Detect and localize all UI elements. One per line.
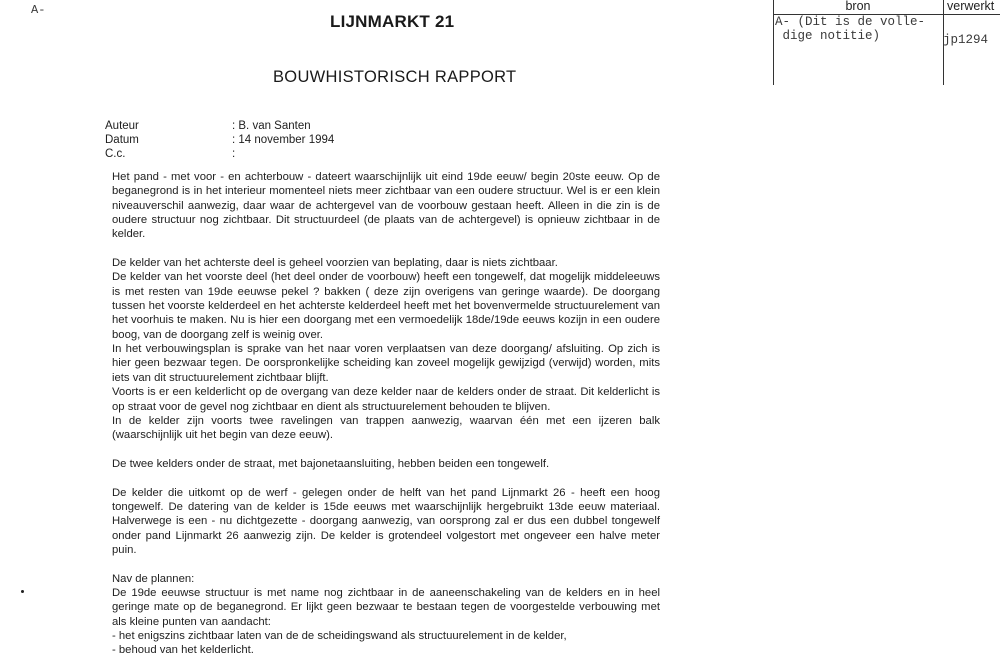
document-meta (105, 119, 334, 161)
meta-row-cc (105, 147, 334, 161)
stamp-header-verwerkt: verwerkt (947, 0, 995, 13)
document-title: LIJNMARKT 21 (330, 12, 455, 31)
document-subtitle: BOUWHISTORISCH RAPPORT (273, 68, 517, 86)
paragraph: Het pand - met voor - en achterbouw - dateert waarschijnlijk uit eind 19de eeuw/ begin 20ste eeuw. Op de beganegrond is in het interieur momenteel niets meer zichtbaar van een oudere structuur. Wel is er een klein niveauverschil aanwezig, daar waar de achtergevel van de voorbouw gestaan heeft. Alleen in die zin is de oudere structuur nog zichtbaar. Dit structuurdeel (de plaats van de achtergevel) is opnieuw zichtbaar in de kelder. (112, 171, 660, 241)
stamp-verwerkt-value: jp1294 (943, 33, 989, 47)
meta-row-author (105, 119, 334, 133)
stamp-bron-value: A- (Dit is de volle- dige notitie) (775, 15, 926, 43)
paragraph-spacer (112, 557, 660, 571)
meta-value: : B. van Santen (232, 120, 311, 132)
paragraph: De twee kelders onder de straat, met bajonetaansluiting, hebben beiden een tongewelf. (112, 457, 550, 470)
paragraph: De kelder van het achterste deel is geheel voorzien van beplating, daar is niets zichtbaar. (112, 257, 558, 270)
paragraph: - behoud van het kelderlicht. (112, 644, 254, 657)
paragraph: In de kelder zijn voorts twee ravelingen van trappen aanwezig, waarvan één met een ijzeren balk (waarschijnlijk uit het begin van deze eeuw). (112, 414, 660, 442)
paragraph: De kelder van het voorste deel (het deel onder de voorbouw) heeft een tongewelf, dat mogelijk middeleeuws is met resten van 19de eeuwse pekel ? bakken ( deze zijn overigens van geringe waarde). De doorgang tussen het voorste kelderdeel en het achterste kelderdeel heeft met het bovenvermelde structuurelement van het voorhuis te maken. Nu is hier een doorgang met een vermoedelijk 18de/19de eeuws kozijn in een oudere boog, van de doorgang zelf is weinig over. (112, 271, 660, 341)
paragraph: Nav de plannen: (112, 572, 195, 585)
meta-label: Auteur (105, 120, 139, 132)
meta-label: Datum (105, 134, 139, 146)
paragraph-spacer (112, 242, 660, 256)
paragraph-spacer (112, 443, 660, 457)
corner-mark: A- (31, 3, 46, 17)
paragraph: De 19de eeuwse structuur is met name nog zichtbaar in de aaneenschakeling van de kelders en in heel geringe mate op de beganegrond. Er lijkt geen bezwaar te bestaan tegen de voorgestelde verbouwing met als kleine punten van aandacht: (112, 586, 660, 628)
meta-row-date (105, 133, 334, 147)
paragraph: De kelder die uitkomt op de werf - gelegen onder de helft van het pand Lijnmarkt 26 - heeft een hoog tongewelf. De datering van de kelder is 15de eeuws met waarschijnlijk hergebruikt 13de eeuw materiaal. Halverwege is een - nu dichtgezette - doorgang aanwezig, van oorsprong zal er dus een dubbel tongewelf onder pand Lijnmarkt 26 aanwezig zijn. De kelder is grotendeel volgestort met ongeveer een halve meter puin. (112, 486, 660, 556)
scan-speck (21, 590, 24, 593)
meta-value: : (232, 148, 236, 160)
paragraph: Voorts is er een kelderlicht op de overgang van deze kelder naar de kelders onder de straat. Dit kelderlicht is op straat voor de gevel nog zichtbaar en dient als structuurelement behouden te blijven. (112, 386, 660, 413)
paragraph: In het verbouwingsplan is sprake van het naar voren verplaatsen van deze doorgang/ afsluiting. Op zich is hier geen bezwaar tegen. De oorspronkelijke scheiding kan zoveel mogelijk gewijzigd (verwijd) worden, mits iets van dit structuurelement zichtbaar blijft. (112, 343, 660, 384)
report-body (112, 170, 660, 658)
archive-stamp-table (773, 0, 1000, 85)
paragraph: - het enigszins zichtbaar laten van de de scheidingswand als structuurelement in de kelder, (112, 630, 567, 642)
paragraph-spacer (112, 471, 660, 485)
meta-value: : 14 november 1994 (232, 134, 335, 146)
meta-label: C.c. (105, 148, 126, 160)
stamp-header-bron: bron (845, 0, 871, 13)
